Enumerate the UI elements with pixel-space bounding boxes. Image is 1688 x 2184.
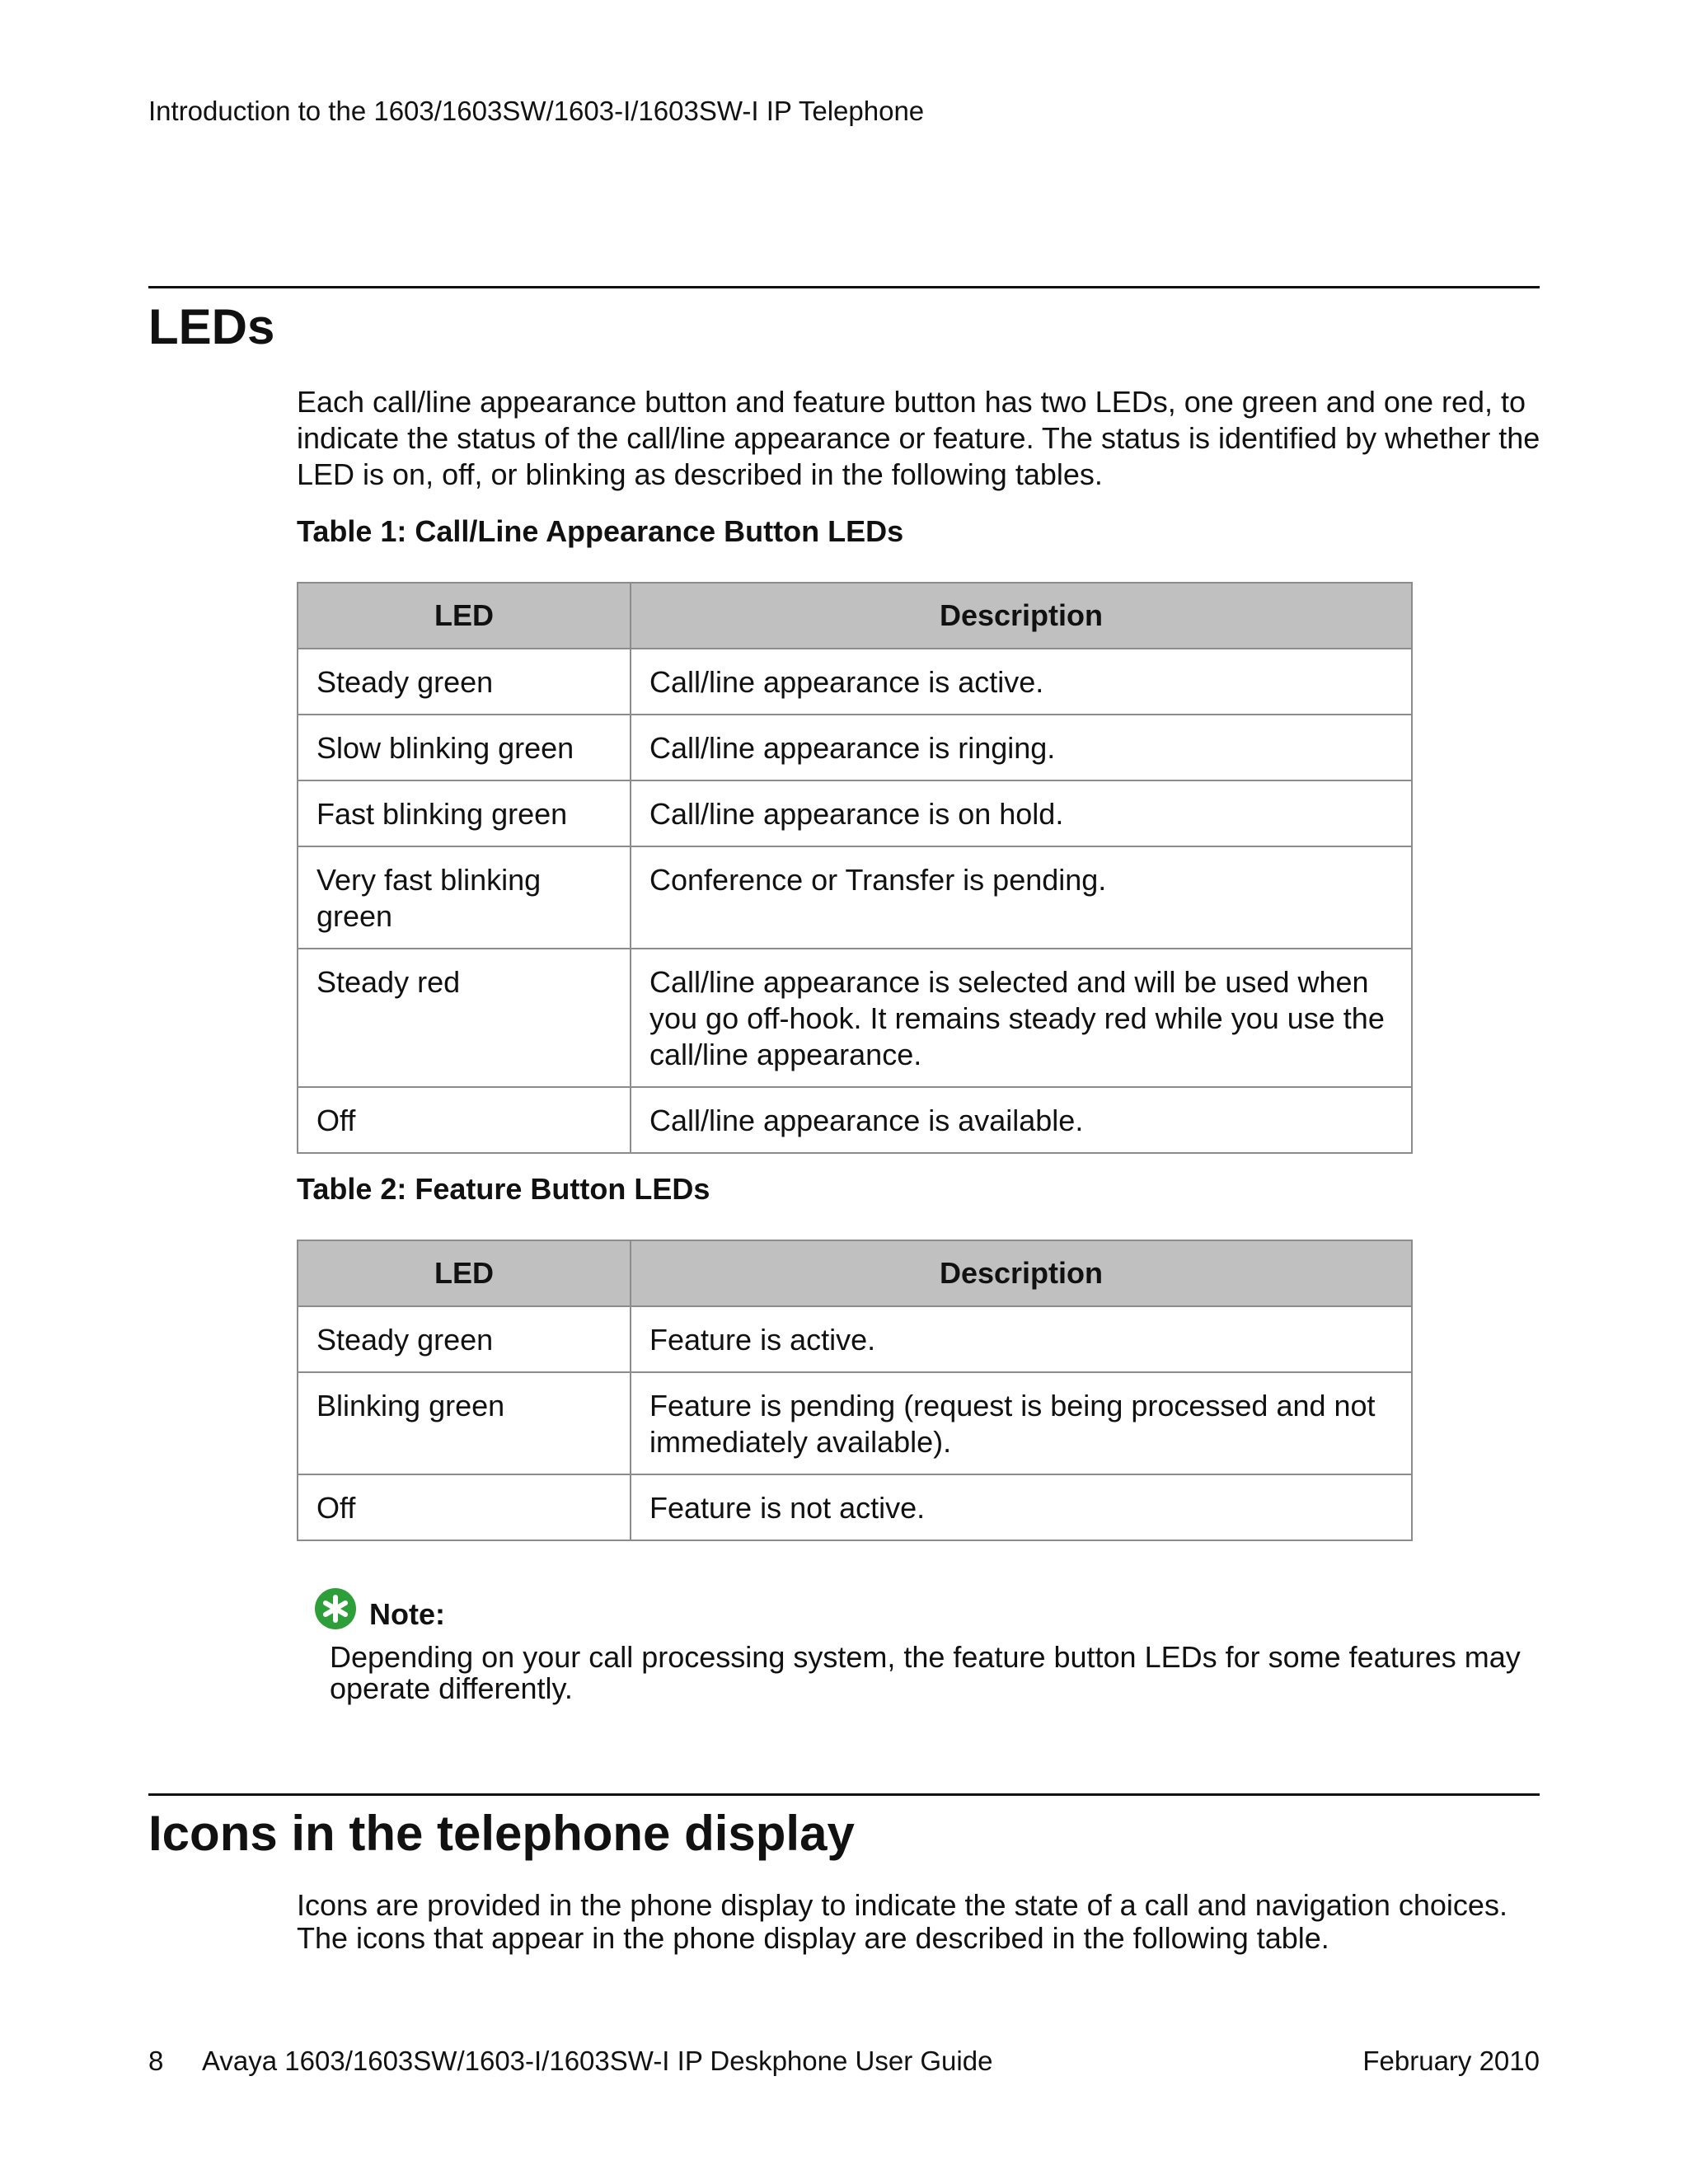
- column-header-description: Description: [631, 583, 1412, 649]
- led-cell: Steady green: [298, 649, 631, 715]
- description-cell: Feature is pending (request is being processed and not immediately available).: [631, 1372, 1412, 1474]
- note-title: Note:: [369, 1597, 445, 1631]
- section-heading-icons: Icons in the telephone display: [148, 1806, 855, 1861]
- description-cell: Conference or Transfer is pending.: [631, 846, 1412, 949]
- description-cell: Feature is not active.: [631, 1474, 1412, 1540]
- description-cell: Call/line appearance is on hold.: [631, 780, 1412, 846]
- footer-guide-title: Avaya 1603/1603SW/1603-I/1603SW-I IP Deskphone User Guide: [202, 2046, 993, 2076]
- table-header-row: [298, 583, 1412, 649]
- led-cell: Off: [298, 1087, 631, 1153]
- table-row: [298, 649, 1412, 715]
- description-cell: Feature is active.: [631, 1306, 1412, 1372]
- note-block: [313, 1586, 445, 1631]
- footer-page-number: 8: [148, 2046, 164, 2076]
- table-header-row: [298, 1240, 1412, 1306]
- note-text: Depending on your call processing system, the feature button LEDs for some features may operate differently.: [330, 1640, 1521, 1705]
- running-header: Introduction to the 1603/1603SW/1603-I/1603SW-I IP Telephone: [148, 96, 925, 126]
- led-cell: Steady green: [298, 1306, 631, 1372]
- leds-intro-paragraph: Each call/line appearance button and feature button has two LEDs, one green and one red, to indicate the status of the call/line appearance or feature. The status is identified by whether the LED is on, off, or blinking as described in the following tables.: [297, 385, 1540, 491]
- section-rule: [148, 1793, 1540, 1796]
- table-row: [298, 780, 1412, 846]
- led-cell: Off: [298, 1474, 631, 1540]
- table-row: [298, 1087, 1412, 1153]
- table2-caption: Table 2: Feature Button LEDs: [297, 1172, 710, 1206]
- led-cell: Steady red: [298, 949, 631, 1087]
- description-cell: Call/line appearance is ringing.: [631, 715, 1412, 780]
- table1-call-line-leds: [297, 582, 1413, 1154]
- section-heading-leds: LEDs: [148, 299, 275, 354]
- icons-intro-paragraph: Icons are provided in the phone display to indicate the state of a call and navigation choices. The icons that appear in the phone display are described in the following table.: [297, 1888, 1507, 1955]
- column-header-led: LED: [298, 583, 631, 649]
- table-row: [298, 846, 1412, 949]
- note-asterisk-icon: [313, 1586, 358, 1631]
- description-cell: Call/line appearance is active.: [631, 649, 1412, 715]
- description-cell: Call/line appearance is available.: [631, 1087, 1412, 1153]
- column-header-led: LED: [298, 1240, 631, 1306]
- description-cell: Call/line appearance is selected and will be used when you go off-hook. It remains steady red while you use the call/line appearance.: [631, 949, 1412, 1087]
- led-cell: Blinking green: [298, 1372, 631, 1474]
- led-cell: Fast blinking green: [298, 780, 631, 846]
- table1-caption: Table 1: Call/Line Appearance Button LEDs: [297, 514, 904, 548]
- table2-feature-leds: [297, 1240, 1413, 1541]
- table-row: [298, 949, 1412, 1087]
- table-row: [298, 1306, 1412, 1372]
- table-row: [298, 1474, 1412, 1540]
- led-cell: Slow blinking green: [298, 715, 631, 780]
- footer-date: February 2010: [1362, 2046, 1540, 2076]
- led-cell: Very fast blinking green: [298, 846, 631, 949]
- table-row: [298, 715, 1412, 780]
- table-row: [298, 1372, 1412, 1474]
- column-header-description: Description: [631, 1240, 1412, 1306]
- section-rule: [148, 286, 1540, 288]
